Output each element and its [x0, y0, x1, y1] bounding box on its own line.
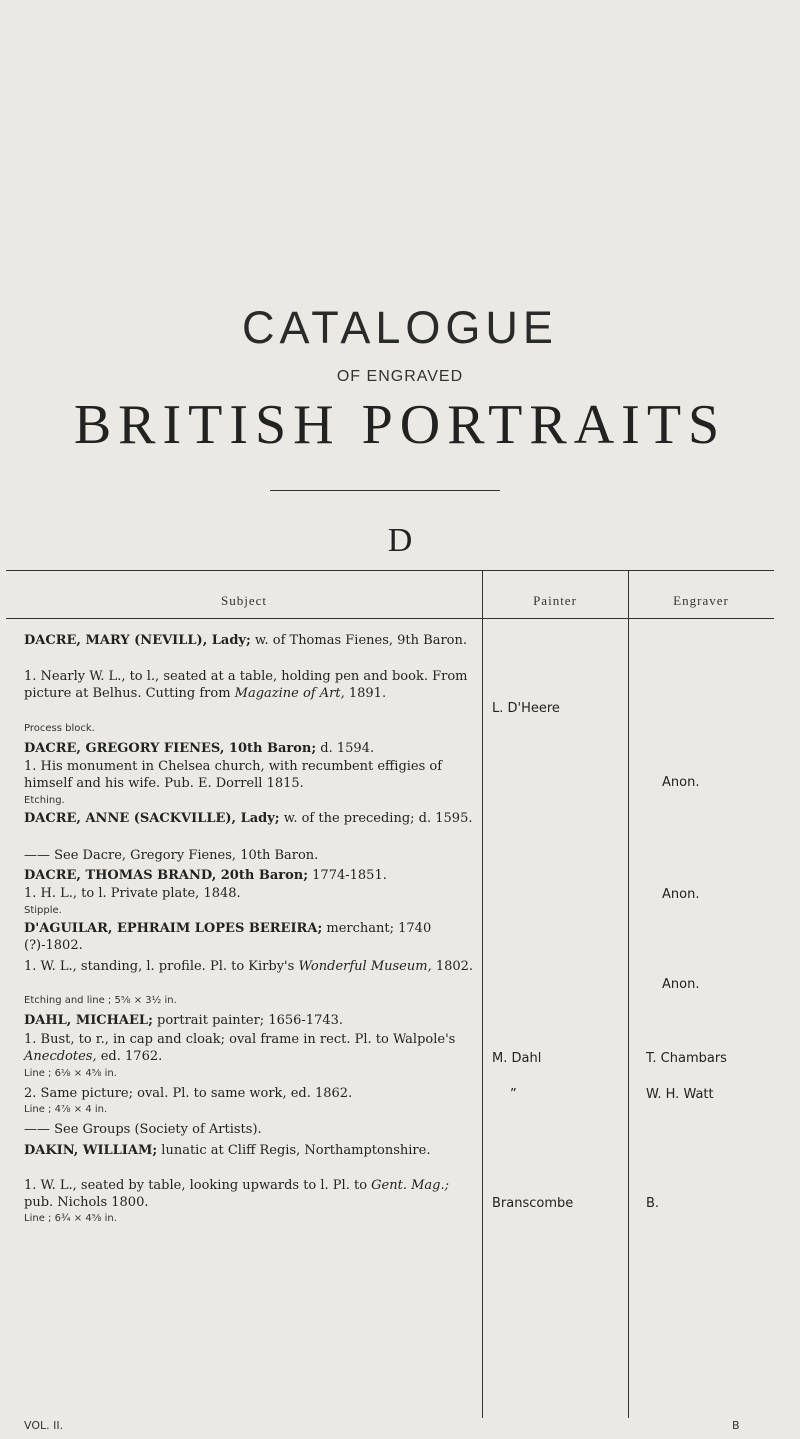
- engraver-cell: B.: [646, 1196, 660, 1211]
- entry-item-dahl-1: 1. Bust, to r., in cap and cloak; oval frame in rect. Pl. to Walpole's Anecdotes, ed. 1762.: [24, 1032, 456, 1064]
- cross-reference: —— See Groups (Society of Artists).: [24, 1122, 262, 1137]
- medium-note: Stipple.: [24, 905, 62, 916]
- medium-note: Line ; 4⅞ × 4 in.: [24, 1104, 108, 1115]
- entry-heading-dacre-thomas: DACRE, THOMAS BRAND, 20th Baron; 1774-1851.: [24, 868, 387, 883]
- entry-item-dahl-2: 2. Same picture; oval. Pl. to same work, ed. 1862.: [24, 1086, 353, 1101]
- volume-label: VOL. II.: [24, 1419, 64, 1432]
- column-divider-2: [628, 570, 629, 1418]
- entry-heading-dacre-anne: DACRE, ANNE (SACKVILLE), Lady; w. of the preceding; d. 1595.: [24, 811, 473, 826]
- signature-mark: B: [732, 1419, 740, 1432]
- entry-item-daguilar-1: 1. W. L., standing, l. profile. Pl. to Kirby's Wonderful Museum, 1802.: [24, 959, 474, 974]
- medium-note: Etching and line ; 5⅝ × 3½ in.: [24, 995, 177, 1006]
- table-top-rule: [6, 570, 774, 571]
- entry-heading-daguilar: D'AGUILAR, EPHRAIM LOPES BEREIRA; merchant; 1740 (?)-1802.: [24, 921, 432, 953]
- engraver-cell: T. Chambars: [646, 1051, 727, 1066]
- column-header-painter: Painter: [533, 593, 577, 608]
- painter-cell: M. Dahl: [492, 1051, 542, 1066]
- entry-heading-dacre-gregory: DACRE, GREGORY FIENES, 10th Baron; d. 1594.: [24, 741, 375, 756]
- cross-reference: —— See Dacre, Gregory Fienes, 10th Baron.: [24, 848, 319, 863]
- title-divider: [270, 490, 500, 491]
- engraver-cell: W. H. Watt: [646, 1087, 714, 1102]
- header-rule: [6, 618, 774, 619]
- painter-ditto-cell: ”: [510, 1087, 517, 1102]
- section-letter: D: [387, 522, 413, 559]
- engraver-cell: Anon.: [662, 887, 700, 902]
- column-divider-1: [482, 570, 483, 1418]
- medium-note: Line ; 6⅛ × 4⅝ in.: [24, 1068, 117, 1079]
- main-title: BRITISH PORTRAITS: [73, 394, 727, 456]
- medium-note: Etching.: [24, 795, 65, 806]
- painter-cell: L. D'Heere: [492, 701, 560, 716]
- entry-heading-dahl: DAHL, MICHAEL; portrait painter; 1656-1743.: [24, 1013, 344, 1028]
- catalogue-subtitle: OF ENGRAVED: [336, 368, 464, 385]
- medium-note: Process block.: [24, 723, 95, 734]
- column-header-subject: Subject: [221, 593, 267, 608]
- entry-heading-dacre-mary: DACRE, MARY (NEVILL), Lady; w. of Thomas Fienes, 9th Baron.: [24, 633, 467, 648]
- engraver-cell: Anon.: [662, 977, 700, 992]
- entry-item-dacre-gregory-1: 1. His monument in Chelsea church, with recumbent effigies of himself and his wife. Pub. E. Dorrell 1815.: [24, 759, 443, 791]
- entry-heading-dakin: DAKIN, WILLIAM; lunatic at Cliff Regis, Northamptonshire.: [24, 1143, 431, 1158]
- entry-item-dacre-mary-1: 1. Nearly W. L., to l., seated at a table, holding pen and book. From picture at Belhus. Cutting from Magazine of Art, 1891.: [24, 669, 468, 701]
- painter-cell: Branscombe: [492, 1196, 574, 1211]
- column-header-engraver: Engraver: [673, 593, 729, 608]
- engraver-cell: Anon.: [662, 775, 700, 790]
- entry-item-dakin-1: 1. W. L., seated by table, looking upwards to l. Pl. to Gent. Mag.; pub. Nichols 1800.: [24, 1178, 450, 1210]
- medium-note: Line ; 6¾ × 4⅝ in.: [24, 1213, 117, 1224]
- catalogue-title: CATALOGUE: [242, 302, 558, 353]
- entry-item-dacre-thomas-1: 1. H. L., to l. Private plate, 1848.: [24, 886, 241, 901]
